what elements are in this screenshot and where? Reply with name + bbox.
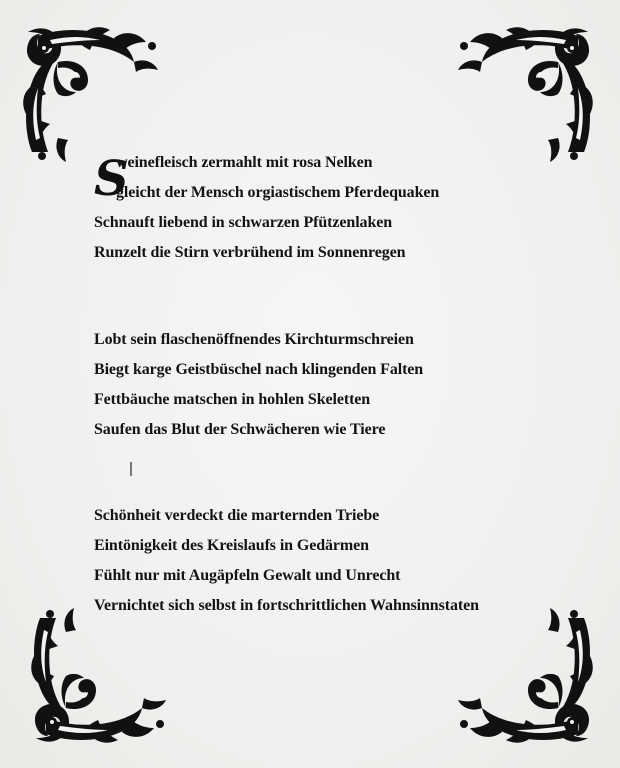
ornament-corner-bottom-right-icon <box>448 598 598 748</box>
poem-line: Saufen das Blut der Schwächeren wie Tiere <box>94 421 386 438</box>
drop-cap-initial: S <box>94 151 129 207</box>
poem-line: Biegt karge Geistbüschel nach klingenden Falten <box>94 361 424 378</box>
ornament-corner-bottom-left-icon <box>26 598 176 748</box>
stray-mark <box>130 462 132 476</box>
poem-line: weinefleisch zermahlt mit rosa Nelken <box>116 154 373 171</box>
poem-line: Schnauft liebend in schwarzen Pfützenlaken <box>94 214 393 231</box>
poem-line: Fühlt nur mit Augäpfeln Gewalt und Unrecht <box>94 567 401 584</box>
poem-line: Schönheit verdeckt die marternden Triebe <box>94 507 380 524</box>
poem-line: Fettbäuche matschen in hohlen Skeletten <box>94 391 371 408</box>
poem-line: Eintönigkeit des Kreislaufs in Gedärmen <box>94 537 369 554</box>
poem-line: Runzelt die Stirn verbrühend im Sonnenregen <box>94 244 406 261</box>
poem-line: Vernichtet sich selbst in fortschrittlichen Wahnsinnstaten <box>94 597 479 614</box>
poem-line: Lobt sein flaschenöffnendes Kirchturmschreien <box>94 331 414 348</box>
poem-line: gleicht der Mensch orgiastischem Pferdequaken <box>116 184 440 201</box>
ornament-corner-top-left-icon <box>18 22 168 172</box>
ornament-corner-top-right-icon <box>448 22 598 172</box>
